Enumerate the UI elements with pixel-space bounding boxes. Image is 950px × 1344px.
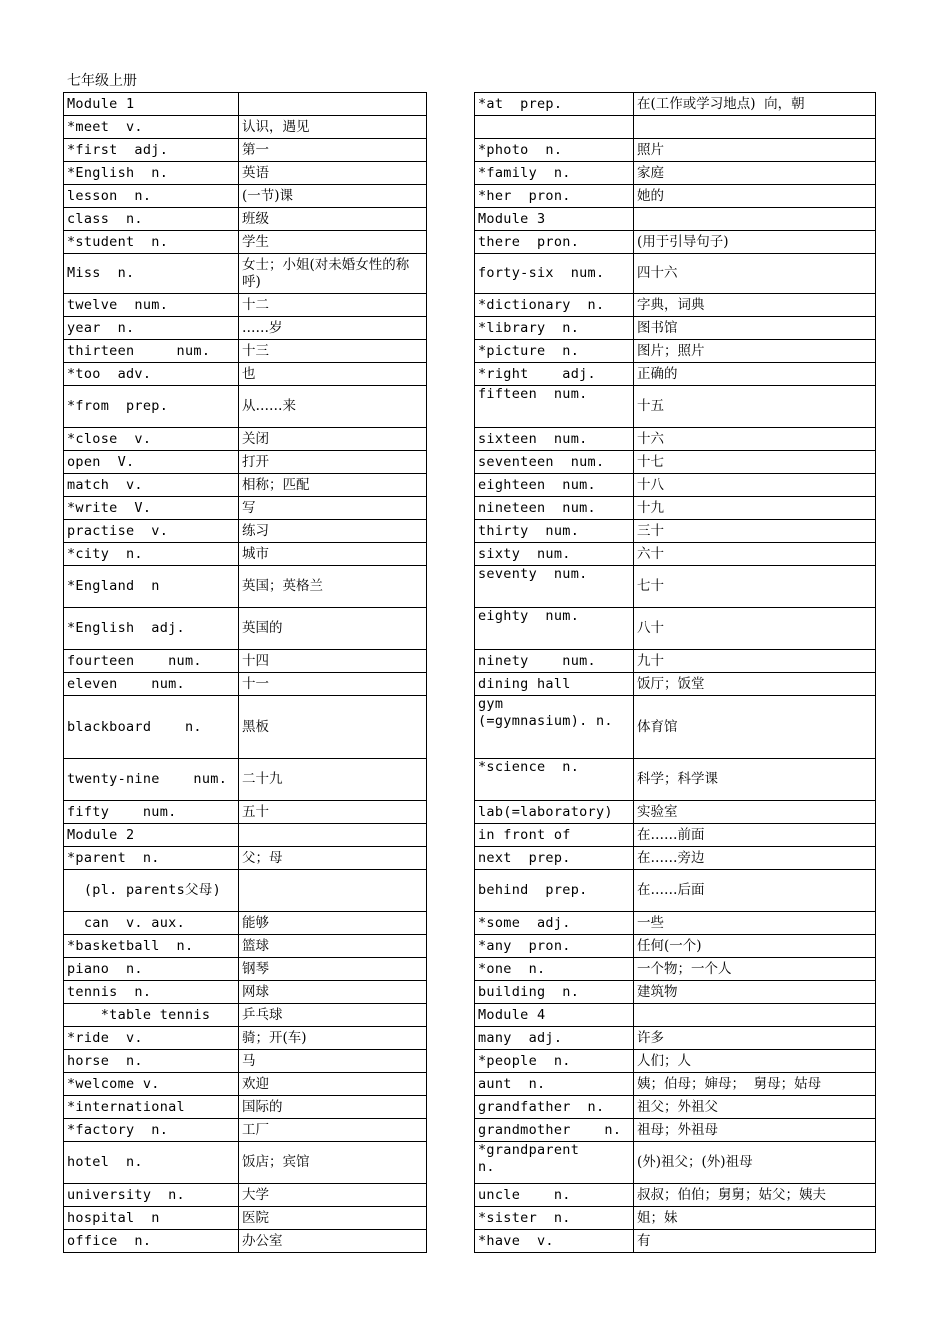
chinese-meaning-cell: 城市 — [239, 543, 427, 566]
chinese-meaning-cell: 图书馆 — [634, 317, 876, 340]
english-word-cell: there pron. — [475, 231, 634, 254]
chinese-meaning-cell: 国际的 — [239, 1096, 427, 1119]
left-vocab-row — [64, 696, 427, 759]
english-word-cell: *photo n. — [475, 139, 634, 162]
chinese-meaning-cell: 欢迎 — [239, 1073, 427, 1096]
left-vocab-row — [64, 451, 427, 474]
chinese-meaning-cell: 五十 — [239, 801, 427, 824]
english-word-cell: fourteen num. — [64, 650, 239, 673]
vocab-table-left — [63, 92, 427, 1253]
english-word-cell: twenty-nine num. — [64, 759, 239, 801]
english-word-cell: *English n. — [64, 162, 239, 185]
left-vocab-row — [64, 1184, 427, 1207]
left-vocab-row — [64, 116, 427, 139]
english-word-cell: *international — [64, 1096, 239, 1119]
right-vocab-row — [475, 317, 876, 340]
left-vocab-row — [64, 294, 427, 317]
chinese-meaning-cell: 乒乓球 — [239, 1004, 427, 1027]
chinese-meaning-cell: 办公室 — [239, 1230, 427, 1253]
right-vocab-row — [475, 1096, 876, 1119]
chinese-meaning-cell: 人们；人 — [634, 1050, 876, 1073]
left-vocab-row — [64, 139, 427, 162]
left-vocab-row — [64, 543, 427, 566]
chinese-meaning-cell: 建筑物 — [634, 981, 876, 1004]
chinese-meaning-cell: 有 — [634, 1230, 876, 1253]
chinese-meaning-cell: 骑；开(车) — [239, 1027, 427, 1050]
chinese-meaning-cell: 十九 — [634, 497, 876, 520]
left-vocab-row — [64, 386, 427, 428]
chinese-meaning-cell: 在……前面 — [634, 824, 876, 847]
english-word-cell: *first adj. — [64, 139, 239, 162]
chinese-meaning-cell: 第一 — [239, 139, 427, 162]
english-word-cell: Module 3 — [475, 208, 634, 231]
english-word-cell: *from prep. — [64, 386, 239, 428]
chinese-meaning-cell: 英语 — [239, 162, 427, 185]
english-word-cell: grandmother n. — [475, 1119, 634, 1142]
left-vocab-row — [64, 1004, 427, 1027]
right-vocab-row — [475, 162, 876, 185]
english-word-cell: *picture n. — [475, 340, 634, 363]
english-word-cell: *right adj. — [475, 363, 634, 386]
chinese-meaning-cell: 英国的 — [239, 608, 427, 650]
right-vocab-row — [475, 801, 876, 824]
chinese-meaning-cell: 认识，遇见 — [239, 116, 427, 139]
right-vocab-row — [475, 520, 876, 543]
english-word-cell: lesson n. — [64, 185, 239, 208]
left-vocab-row — [64, 185, 427, 208]
chinese-meaning-cell: 在(工作或学习地点) 向，朝 — [634, 93, 876, 116]
chinese-meaning-cell: (一节)课 — [239, 185, 427, 208]
english-word-cell: *her pron. — [475, 185, 634, 208]
english-word-cell: *grandparent n. — [475, 1142, 634, 1184]
chinese-meaning-cell: 网球 — [239, 981, 427, 1004]
chinese-meaning-cell — [634, 1004, 876, 1027]
english-word-cell: office n. — [64, 1230, 239, 1253]
chinese-meaning-cell: 八十 — [634, 608, 876, 650]
english-word-cell: class n. — [64, 208, 239, 231]
right-vocab-row — [475, 1142, 876, 1184]
english-word-cell: fifteen num. — [475, 386, 634, 428]
left-vocab-row — [64, 824, 427, 847]
left-vocab-row — [64, 317, 427, 340]
right-vocab-row — [475, 847, 876, 870]
english-word-cell: *some adj. — [475, 912, 634, 935]
chinese-meaning-cell: 九十 — [634, 650, 876, 673]
chinese-meaning-cell: 二十九 — [239, 759, 427, 801]
english-word-cell: lab(=laboratory) — [475, 801, 634, 824]
right-vocab-row — [475, 870, 876, 912]
chinese-meaning-cell: 饭厅；饭堂 — [634, 673, 876, 696]
chinese-meaning-cell: 一些 — [634, 912, 876, 935]
english-word-cell: sixty num. — [475, 543, 634, 566]
english-word-cell: match v. — [64, 474, 239, 497]
chinese-meaning-cell: 三十 — [634, 520, 876, 543]
right-vocab-row — [475, 185, 876, 208]
right-vocab-row — [475, 451, 876, 474]
right-vocab-row — [475, 474, 876, 497]
chinese-meaning-cell — [634, 116, 876, 139]
english-word-cell: open V. — [64, 451, 239, 474]
chinese-meaning-cell: 照片 — [634, 139, 876, 162]
english-word-cell: *meet v. — [64, 116, 239, 139]
chinese-meaning-cell — [634, 208, 876, 231]
right-vocab-row — [475, 1073, 876, 1096]
left-vocab-row — [64, 1119, 427, 1142]
english-word-cell: *any pron. — [475, 935, 634, 958]
chinese-meaning-cell: 女士；小姐(对未婚女性的称呼) — [239, 254, 427, 294]
chinese-meaning-cell: 祖父；外祖父 — [634, 1096, 876, 1119]
english-word-cell: building n. — [475, 981, 634, 1004]
english-word-cell — [475, 116, 634, 139]
left-vocab-row — [64, 912, 427, 935]
right-vocab-row — [475, 696, 876, 759]
english-word-cell: blackboard n. — [64, 696, 239, 759]
english-word-cell: *family n. — [475, 162, 634, 185]
chinese-meaning-cell: 黑板 — [239, 696, 427, 759]
english-word-cell: tennis n. — [64, 981, 239, 1004]
english-word-cell: practise v. — [64, 520, 239, 543]
english-word-cell: *one n. — [475, 958, 634, 981]
left-vocab-row — [64, 935, 427, 958]
english-word-cell: grandfather n. — [475, 1096, 634, 1119]
right-vocab-row — [475, 958, 876, 981]
chinese-meaning-cell: 她的 — [634, 185, 876, 208]
chinese-meaning-cell: 十七 — [634, 451, 876, 474]
left-vocab-row — [64, 428, 427, 451]
left-vocab-row — [64, 801, 427, 824]
right-vocab-row — [475, 340, 876, 363]
chinese-meaning-cell: 能够 — [239, 912, 427, 935]
left-vocab-row — [64, 1142, 427, 1184]
right-vocab-row — [475, 981, 876, 1004]
right-vocab-row — [475, 543, 876, 566]
chinese-meaning-cell: 写 — [239, 497, 427, 520]
chinese-meaning-cell: 实验室 — [634, 801, 876, 824]
chinese-meaning-cell: 练习 — [239, 520, 427, 543]
chinese-meaning-cell: 医院 — [239, 1207, 427, 1230]
chinese-meaning-cell: 科学；科学课 — [634, 759, 876, 801]
english-word-cell: fifty num. — [64, 801, 239, 824]
english-word-cell: *parent n. — [64, 847, 239, 870]
english-word-cell: *sister n. — [475, 1207, 634, 1230]
chinese-meaning-cell: (用于引导句子) — [634, 231, 876, 254]
right-vocab-row — [475, 428, 876, 451]
english-word-cell: year n. — [64, 317, 239, 340]
english-word-cell: *factory n. — [64, 1119, 239, 1142]
chinese-meaning-cell: 体育馆 — [634, 696, 876, 759]
left-vocab-row — [64, 474, 427, 497]
left-vocab-row — [64, 1073, 427, 1096]
right-vocab-row — [475, 497, 876, 520]
chinese-meaning-cell: 十二 — [239, 294, 427, 317]
vocab-table-right — [474, 92, 876, 1253]
right-vocab-row — [475, 566, 876, 608]
english-word-cell: seventeen num. — [475, 451, 634, 474]
english-word-cell: uncle n. — [475, 1184, 634, 1207]
chinese-meaning-cell: 许多 — [634, 1027, 876, 1050]
page-title: 七年级上册 — [67, 73, 137, 89]
english-word-cell: *dictionary n. — [475, 294, 634, 317]
english-word-cell: eighty num. — [475, 608, 634, 650]
left-vocab-row — [64, 1207, 427, 1230]
english-word-cell: thirteen num. — [64, 340, 239, 363]
chinese-meaning-cell: 四十六 — [634, 254, 876, 294]
english-word-cell: *city n. — [64, 543, 239, 566]
english-word-cell: hotel n. — [64, 1142, 239, 1184]
chinese-meaning-cell: 钢琴 — [239, 958, 427, 981]
chinese-meaning-cell: 相称；匹配 — [239, 474, 427, 497]
right-vocab-row — [475, 363, 876, 386]
right-vocab-row — [475, 1004, 876, 1027]
left-vocab-row — [64, 520, 427, 543]
chinese-meaning-cell: 马 — [239, 1050, 427, 1073]
english-word-cell: piano n. — [64, 958, 239, 981]
chinese-meaning-cell: 十三 — [239, 340, 427, 363]
left-vocab-row — [64, 1230, 427, 1253]
left-vocab-row — [64, 340, 427, 363]
english-word-cell: many adj. — [475, 1027, 634, 1050]
english-word-cell: aunt n. — [475, 1073, 634, 1096]
right-vocab-row — [475, 116, 876, 139]
chinese-meaning-cell: 工厂 — [239, 1119, 427, 1142]
right-vocab-row — [475, 93, 876, 116]
chinese-meaning-cell: 祖母；外祖母 — [634, 1119, 876, 1142]
left-vocab-row — [64, 162, 427, 185]
chinese-meaning-cell: 家庭 — [634, 162, 876, 185]
chinese-meaning-cell: 图片；照片 — [634, 340, 876, 363]
english-word-cell: behind prep. — [475, 870, 634, 912]
chinese-meaning-cell: 姐；妹 — [634, 1207, 876, 1230]
english-word-cell: sixteen num. — [475, 428, 634, 451]
right-vocab-row — [475, 935, 876, 958]
left-vocab-row — [64, 847, 427, 870]
left-vocab-row — [64, 208, 427, 231]
english-word-cell: *too adv. — [64, 363, 239, 386]
right-vocab-row — [475, 1207, 876, 1230]
right-vocab-row — [475, 231, 876, 254]
english-word-cell: next prep. — [475, 847, 634, 870]
right-vocab-row — [475, 139, 876, 162]
english-word-cell: university n. — [64, 1184, 239, 1207]
chinese-meaning-cell: 大学 — [239, 1184, 427, 1207]
chinese-meaning-cell: 在……后面 — [634, 870, 876, 912]
chinese-meaning-cell: 班级 — [239, 208, 427, 231]
english-word-cell: *science n. — [475, 759, 634, 801]
right-vocab-row — [475, 1119, 876, 1142]
english-word-cell: in front of — [475, 824, 634, 847]
english-word-cell: *write V. — [64, 497, 239, 520]
chinese-meaning-cell: 从……来 — [239, 386, 427, 428]
english-word-cell: *library n. — [475, 317, 634, 340]
english-word-cell: *student n. — [64, 231, 239, 254]
right-vocab-row — [475, 759, 876, 801]
chinese-meaning-cell — [239, 93, 427, 116]
english-word-cell: *English adj. — [64, 608, 239, 650]
english-word-cell: thirty num. — [475, 520, 634, 543]
english-word-cell: eleven num. — [64, 673, 239, 696]
english-word-cell: eighteen num. — [475, 474, 634, 497]
english-word-cell: *welcome v. — [64, 1073, 239, 1096]
chinese-meaning-cell: 叔叔；伯伯；舅舅；姑父；姨夫 — [634, 1184, 876, 1207]
english-word-cell: hospital n — [64, 1207, 239, 1230]
english-word-cell: Miss n. — [64, 254, 239, 294]
english-word-cell: nineteen num. — [475, 497, 634, 520]
chinese-meaning-cell — [239, 870, 427, 912]
right-vocab-row — [475, 608, 876, 650]
right-vocab-row — [475, 912, 876, 935]
chinese-meaning-cell: 十四 — [239, 650, 427, 673]
chinese-meaning-cell — [239, 824, 427, 847]
english-word-cell: *have v. — [475, 1230, 634, 1253]
chinese-meaning-cell: 打开 — [239, 451, 427, 474]
left-vocab-row — [64, 870, 427, 912]
chinese-meaning-cell: 十八 — [634, 474, 876, 497]
left-vocab-row — [64, 673, 427, 696]
english-word-cell: gym (=gymnasium). n. — [475, 696, 634, 759]
english-word-cell: *people n. — [475, 1050, 634, 1073]
chinese-meaning-cell: 十一 — [239, 673, 427, 696]
left-vocab-row — [64, 759, 427, 801]
chinese-meaning-cell: 学生 — [239, 231, 427, 254]
chinese-meaning-cell: 饭店；宾馆 — [239, 1142, 427, 1184]
left-vocab-row — [64, 93, 427, 116]
chinese-meaning-cell: 在……旁边 — [634, 847, 876, 870]
english-word-cell: Module 1 — [64, 93, 239, 116]
chinese-meaning-cell: 英国；英格兰 — [239, 566, 427, 608]
english-word-cell: ninety num. — [475, 650, 634, 673]
left-vocab-row — [64, 981, 427, 1004]
chinese-meaning-cell: (外)祖父；(外)祖母 — [634, 1142, 876, 1184]
english-word-cell: *ride v. — [64, 1027, 239, 1050]
english-word-cell: can v. aux. — [64, 912, 239, 935]
chinese-meaning-cell: 父；母 — [239, 847, 427, 870]
chinese-meaning-cell: 也 — [239, 363, 427, 386]
english-word-cell: *England n — [64, 566, 239, 608]
right-vocab-row — [475, 386, 876, 428]
left-vocab-row — [64, 497, 427, 520]
chinese-meaning-cell: 一个物；一个人 — [634, 958, 876, 981]
chinese-meaning-cell: 十六 — [634, 428, 876, 451]
left-vocab-row — [64, 1027, 427, 1050]
english-word-cell: (pl. parents父母) — [64, 870, 239, 912]
chinese-meaning-cell: 任何(一个) — [634, 935, 876, 958]
chinese-meaning-cell: ……岁 — [239, 317, 427, 340]
english-word-cell: dining hall — [475, 673, 634, 696]
chinese-meaning-cell: 正确的 — [634, 363, 876, 386]
left-vocab-row — [64, 254, 427, 294]
english-word-cell: *close v. — [64, 428, 239, 451]
right-vocab-row — [475, 650, 876, 673]
right-vocab-row — [475, 1230, 876, 1253]
chinese-meaning-cell: 七十 — [634, 566, 876, 608]
left-vocab-row — [64, 608, 427, 650]
right-vocab-row — [475, 1027, 876, 1050]
english-word-cell: forty-six num. — [475, 254, 634, 294]
left-vocab-row — [64, 566, 427, 608]
right-vocab-row — [475, 824, 876, 847]
chinese-meaning-cell: 姨；伯母；婶母； 舅母；姑母 — [634, 1073, 876, 1096]
left-vocab-row — [64, 958, 427, 981]
right-vocab-row — [475, 1050, 876, 1073]
chinese-meaning-cell: 篮球 — [239, 935, 427, 958]
left-vocab-row — [64, 1050, 427, 1073]
left-vocab-row — [64, 363, 427, 386]
english-word-cell: seventy num. — [475, 566, 634, 608]
chinese-meaning-cell: 字典，词典 — [634, 294, 876, 317]
english-word-cell: *basketball n. — [64, 935, 239, 958]
chinese-meaning-cell: 十五 — [634, 386, 876, 428]
left-vocab-row — [64, 650, 427, 673]
right-vocab-row — [475, 208, 876, 231]
english-word-cell: horse n. — [64, 1050, 239, 1073]
right-vocab-row — [475, 294, 876, 317]
right-vocab-row — [475, 254, 876, 294]
chinese-meaning-cell: 六十 — [634, 543, 876, 566]
english-word-cell: *at prep. — [475, 93, 634, 116]
left-vocab-row — [64, 1096, 427, 1119]
chinese-meaning-cell: 关闭 — [239, 428, 427, 451]
right-vocab-row — [475, 1184, 876, 1207]
english-word-cell: Module 4 — [475, 1004, 634, 1027]
english-word-cell: Module 2 — [64, 824, 239, 847]
right-vocab-row — [475, 673, 876, 696]
english-word-cell: *table tennis — [64, 1004, 239, 1027]
english-word-cell: twelve num. — [64, 294, 239, 317]
left-vocab-row — [64, 231, 427, 254]
